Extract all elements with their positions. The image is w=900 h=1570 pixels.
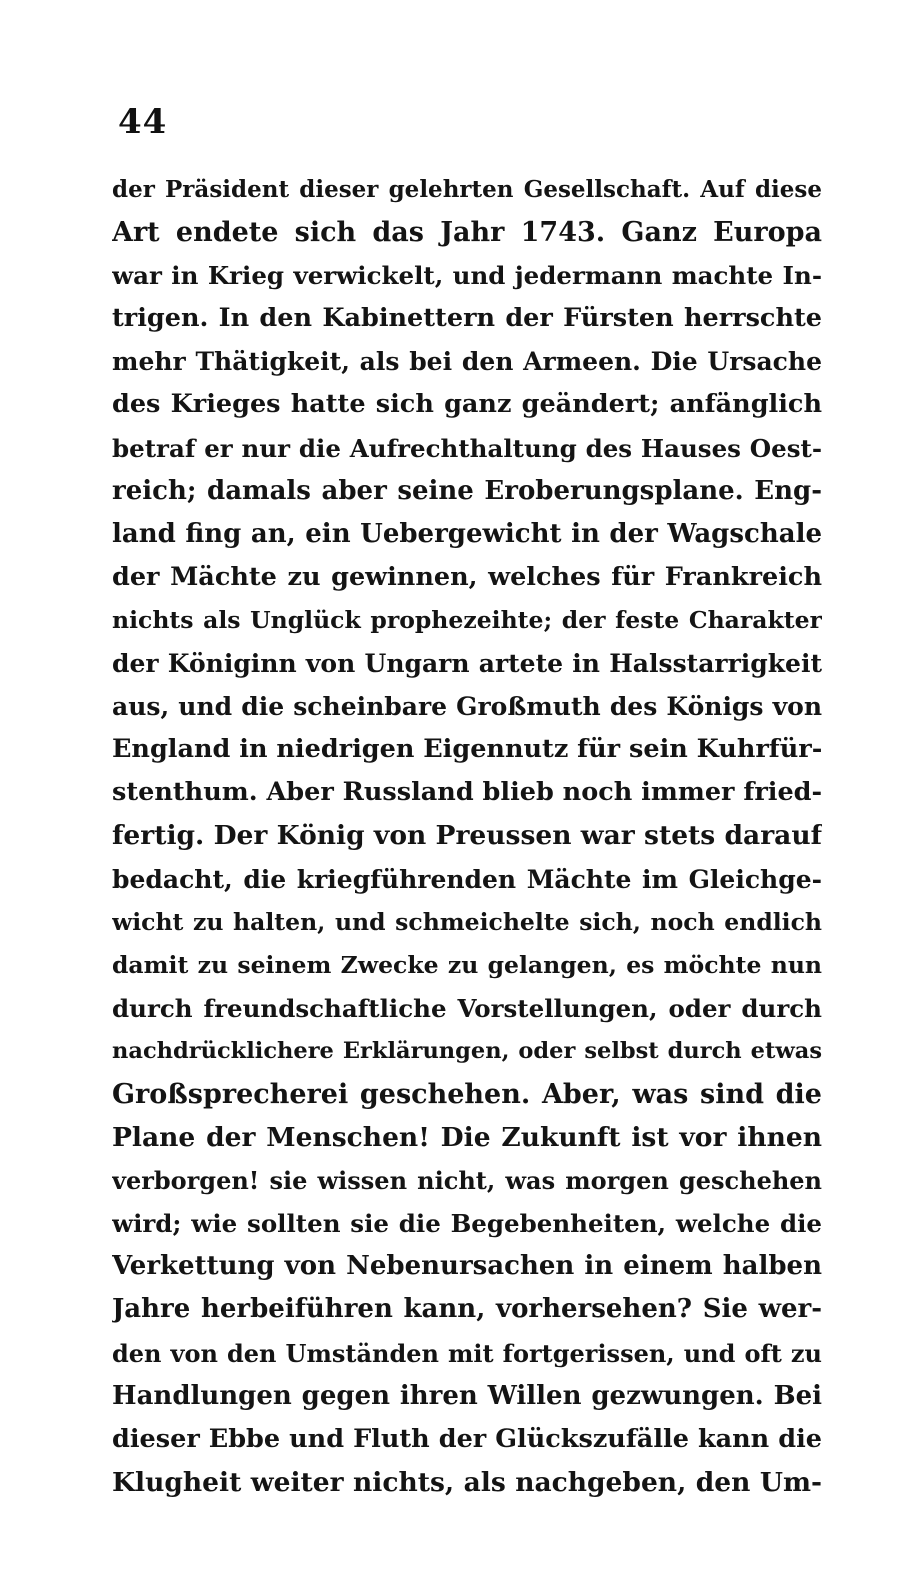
text-line: England in niedrigen Eigennutz für sein Kuhrfür-: [112, 734, 822, 765]
text-line: der Königinn von Ungarn artete in Halsstarrigkeit: [112, 649, 822, 679]
text-line: wird; wie sollten sie die Begebenheiten, welche die: [112, 1209, 822, 1239]
text-line: verborgen! sie wissen nicht, was morgen geschehen: [112, 1166, 822, 1196]
text-line: wicht zu halten, und schmeichelte sich, noch endlich: [112, 907, 822, 936]
page-number: 44: [118, 102, 168, 142]
text-line: Handlungen gegen ihren Willen gezwungen. Bei: [112, 1380, 822, 1411]
text-line: Klugheit weiter nichts, als nachgeben, den Um-: [112, 1466, 822, 1498]
text-line: aus, und die scheinbare Großmuth des Königs von: [112, 692, 822, 722]
text-line: den von den Umständen mit fortgerissen, und oft zu: [112, 1338, 822, 1368]
text-line: durch freundschaftliche Vorstellungen, oder durch: [112, 993, 822, 1023]
text-line: war in Krieg verwickelt, und jedermann machte In-: [112, 261, 822, 291]
text-line: Plane der Menschen! Die Zukunft ist vor ihnen: [112, 1122, 822, 1154]
text-line: der Präsident dieser gelehrten Gesellschaft. Auf diese: [112, 176, 822, 203]
text-line: des Krieges hatte sich ganz geändert; anfänglich: [112, 389, 822, 420]
text-line: trigen. In den Kabinettern der Fürsten herrschte: [112, 303, 822, 334]
text-line: land fing an, ein Uebergewicht in der Wagschale: [112, 518, 822, 549]
body-text: [112, 168, 822, 1504]
text-line: reich; damals aber seine Eroberungsplane. Eng-: [112, 475, 822, 506]
text-line: damit zu seinem Zwecke zu gelangen, es möchte nun: [112, 950, 822, 979]
text-line: fertig. Der König von Preussen war stets darauf: [112, 820, 822, 852]
text-line: betraf er nur die Aufrechthaltung des Hauses Oest-: [112, 433, 822, 463]
text-line: stenthum. Aber Russland blieb noch immer fried-: [112, 777, 822, 808]
text-line: mehr Thätigkeit, als bei den Armeen. Die Ursache: [112, 347, 822, 377]
text-line: nichts als Unglück prophezeihte; der feste Charakter: [112, 605, 822, 634]
text-line: dieser Ebbe und Fluth der Glückszufälle kann die: [112, 1423, 822, 1454]
text-line: bedacht, die kriegführenden Mächte im Gleichge-: [112, 864, 822, 894]
text-line: Art endete sich das Jahr 1743. Ganz Europa: [112, 217, 822, 249]
text-line: nachdrücklichere Erklärungen, oder selbst durch etwas: [112, 1037, 822, 1064]
text-line: Verkettung von Nebenursachen in einem halben: [112, 1251, 822, 1282]
text-line: Jahre herbeiführen kann, vorhersehen? Sie wer-: [112, 1294, 822, 1325]
text-line: der Mächte zu gewinnen, welches für Frankreich: [112, 561, 822, 592]
text-line: Großsprecherei geschehen. Aber, was sind die: [112, 1078, 822, 1110]
